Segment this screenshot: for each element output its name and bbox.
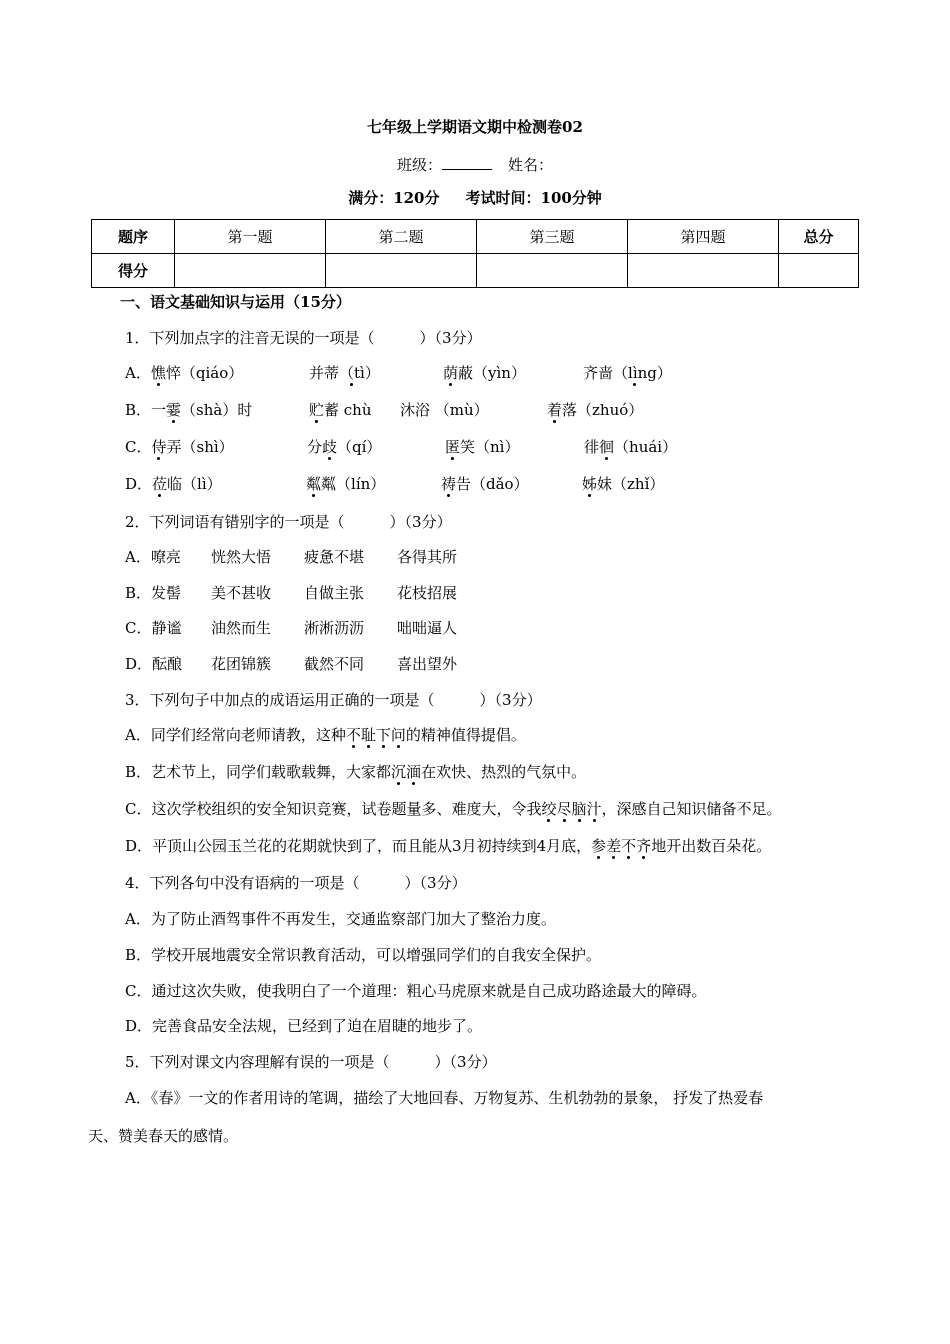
dotted-char: 匿 [445, 438, 461, 456]
exam-meta [0, 187, 950, 208]
score-cell [326, 254, 477, 288]
q1-option-d-item3 [441, 474, 529, 494]
option-text: 徘 [584, 438, 600, 456]
q2-option-b-word: 美不甚收 [211, 584, 272, 602]
q1-option-c [125, 437, 234, 457]
dotted-char: 湎 [406, 763, 422, 781]
q1-option-d-item4 [582, 474, 664, 494]
dotted-char: 耻 [360, 726, 376, 744]
dotted-char: 差 [606, 837, 622, 855]
dotted-char: 蒂（tì） [324, 364, 380, 382]
q2-option-a-word: 恍然大悟 [211, 548, 272, 566]
dotted-char: 汁 [586, 800, 602, 818]
dotted-char: 下 [375, 726, 391, 744]
q4-stem: 4．下列各句中没有语病的一项是（ ）（3分） [125, 874, 467, 892]
option-text: 蔽（yìn） [458, 364, 526, 382]
q1-option-a-item3 [443, 363, 526, 383]
q2-option-a: A．嘹亮 [125, 548, 181, 566]
q5-option-a-cont: 天、赞美春天的感情。 [88, 1127, 239, 1145]
score-cell [175, 254, 326, 288]
student-info [0, 154, 950, 175]
q1-option-b [125, 400, 252, 420]
q1-option-a [125, 363, 243, 383]
q1-option-b-item2 [309, 400, 372, 420]
q2-option-d: D．酝酿 [125, 655, 183, 673]
score-header-cell: 第三题 [477, 220, 628, 254]
dotted-char: 荫 [443, 364, 459, 382]
dotted-char: 侍 [151, 438, 167, 456]
option-text: 落（zhuó） [562, 401, 644, 419]
option-text: 笑（nì） [460, 438, 520, 456]
q2-option-b-word: 自做主张 [304, 584, 365, 602]
q2-option-c-word: 油然而生 [211, 619, 272, 637]
q1-option-b-item3: 沐浴 （mù） [400, 401, 489, 419]
q3-stem: 3．下列句子中加点的成语运用正确的一项是（ ）（3分） [125, 691, 542, 709]
q3-option-d [125, 836, 771, 856]
score-cell [477, 254, 628, 288]
option-text: C．这次学校组织的安全知识竞赛，试卷题量多、难度大，令我 [125, 800, 542, 818]
dotted-char: 绞 [541, 800, 557, 818]
dotted-char: 啬（lìng） [598, 364, 672, 382]
dotted-char: 祷 [441, 475, 457, 493]
full-score: 满分：120分 [348, 189, 440, 207]
q2-option-d-word: 截然不同 [304, 655, 365, 673]
score-header-cell: 总分 [779, 220, 859, 254]
option-text: 弄（shì） [166, 438, 234, 456]
q1-option-a-item4 [583, 363, 672, 383]
dotted-char: 不 [621, 837, 637, 855]
option-label: D． [125, 475, 153, 493]
q2-stem: 2．下列词语有错别字的一项是（ ）（3分） [125, 513, 452, 531]
option-text: B．艺术节上，同学们载歌载舞，大家都 [125, 763, 392, 781]
q1-option-c-item3 [445, 437, 519, 457]
q3-option-b [125, 762, 586, 782]
option-text: 分 [307, 438, 323, 456]
option-text: A．同学们经常向老师请教，这种 [125, 726, 346, 744]
q1-option-c-item2 [307, 437, 381, 457]
dotted-char: 歧 [322, 438, 338, 456]
dotted-char: 粼 [306, 475, 322, 493]
dotted-char: 齐 [636, 837, 652, 855]
score-cell [628, 254, 779, 288]
q4-option-b: B．学校开展地震安全常识教育活动，可以增强同学们的自我安全保护。 [125, 946, 602, 964]
dotted-char: 尽 [556, 800, 572, 818]
q2-option-c-word: 淅淅沥沥 [304, 619, 365, 637]
score-table-header-row [92, 220, 859, 254]
option-text: 告（dǎo） [456, 475, 529, 493]
q2-option-a-word: 疲惫不堪 [304, 548, 365, 566]
q3-option-a [125, 725, 526, 745]
option-text: 妹（zhǐ） [597, 475, 665, 493]
exam-time: 考试时间：100分钟 [465, 189, 602, 207]
option-text: （qí） [337, 438, 382, 456]
q2-option-b: B．发髻 [125, 584, 182, 602]
score-cell [779, 254, 859, 288]
dotted-char: 莅 [152, 475, 168, 493]
option-text: 并 [309, 364, 325, 382]
option-text: D．平顶山公园玉兰花的花期就快到了，而且能从3月初持续到4月底， [125, 837, 592, 855]
option-text: B．一 [125, 401, 167, 419]
q4-option-a: A．为了防止酒驾事件不再发生，交通监察部门加大了整治力度。 [125, 910, 556, 928]
option-label: A． [125, 364, 151, 382]
score-header-cell: 第一题 [175, 220, 326, 254]
page-title: 七年级上学期语文期中检测卷02 [367, 118, 583, 136]
q1-stem: 1．下列加点字的注音无误的一项是（ ）（3分） [125, 329, 482, 347]
dotted-char: 徊 [599, 438, 615, 456]
q1-option-c-item4 [584, 437, 677, 457]
q2-option-c-word: 咄咄逼人 [397, 619, 458, 637]
score-header-cell: 题序 [92, 220, 175, 254]
option-text: 蓄 chù [324, 401, 372, 419]
q2-option-a-word: 各得其所 [397, 548, 458, 566]
score-table-row [92, 254, 859, 288]
q2-option-c: C．静谧 [125, 619, 182, 637]
dotted-char: 憔 [150, 364, 166, 382]
dotted-char: 贮 [309, 401, 325, 419]
name-label: 姓名： [508, 156, 554, 174]
option-text: 悴（qiáo） [165, 364, 244, 382]
dotted-char: 姊 [582, 475, 598, 493]
option-text: 地开出数百朵花。 [651, 837, 772, 855]
dotted-char: 着 [547, 401, 563, 419]
dotted-char: 脑 [571, 800, 587, 818]
option-text: 的精神值得提倡。 [405, 726, 526, 744]
q2-option-d-word: 喜出望外 [397, 655, 458, 673]
q4-option-c: C．通过这次失败，使我明白了一个道理：粗心马虎原来就是自己成功路途最大的障碍。 [125, 982, 707, 1000]
class-label: 班级： [396, 156, 442, 174]
q2-option-b-word: 花枝招展 [397, 584, 458, 602]
score-table [91, 219, 859, 288]
dotted-char: 问 [390, 726, 406, 744]
dotted-char: 不 [345, 726, 361, 744]
option-text: ，深感自己知识储备不足。 [601, 800, 782, 818]
option-text: 齐 [583, 364, 599, 382]
q1-option-d-item2 [306, 474, 385, 494]
q4-option-d: D．完善食品安全法规，已经到了迫在眉睫的地步了。 [125, 1017, 483, 1035]
section-title: 一、语文基础知识与运用（15分） [120, 293, 351, 311]
q5-option-a: A．《春》一文的作者用诗的笔调，描绘了大地回春、万物复苏、生机勃勃的景象， 抒发了热爱春 [125, 1089, 764, 1107]
option-text: （huái） [614, 438, 678, 456]
q2-option-d-word: 花团锦簇 [211, 655, 272, 673]
q1-option-b-item4 [547, 400, 643, 420]
q1-option-d [125, 474, 222, 494]
dotted-char: 参 [591, 837, 607, 855]
score-header-cell: 第二题 [326, 220, 477, 254]
dotted-char: 沉 [391, 763, 407, 781]
q3-option-c [125, 799, 782, 819]
dotted-char: 霎 [166, 401, 182, 419]
score-header-cell: 第四题 [628, 220, 779, 254]
option-text: 临（lì） [167, 475, 222, 493]
option-text: 在欢快、热烈的气氛中。 [421, 763, 587, 781]
class-blank [442, 155, 492, 170]
option-text: 粼（lín） [321, 475, 386, 493]
option-label: C． [125, 438, 152, 456]
q1-option-a-item2 [309, 363, 380, 383]
score-row-label: 得分 [92, 254, 175, 288]
q5-stem: 5．下列对课文内容理解有误的一项是（ ）（3分） [125, 1053, 497, 1071]
option-text: （shà）时 [181, 401, 253, 419]
